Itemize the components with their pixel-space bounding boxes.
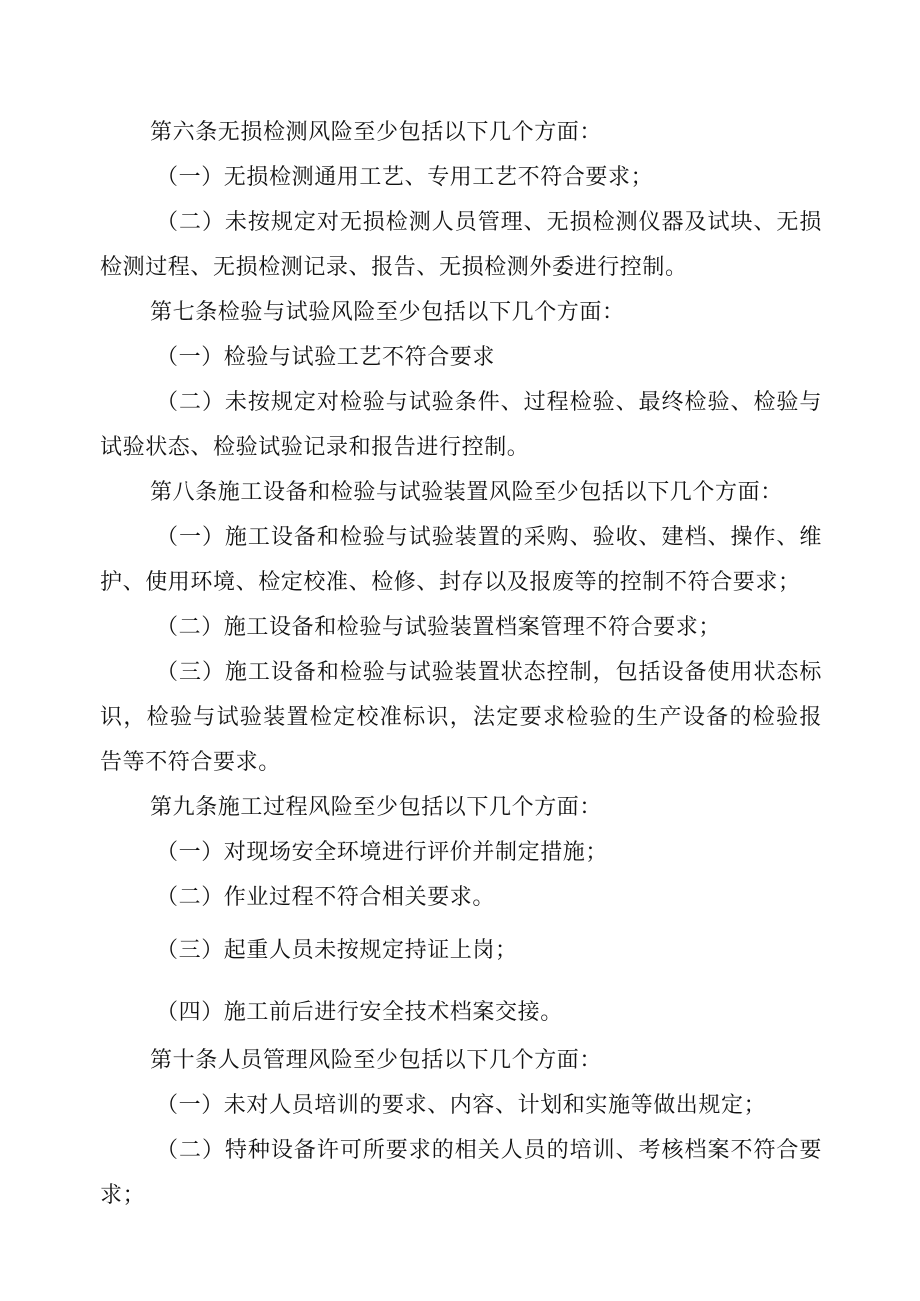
article-7-item-2: （二）未按规定对检验与试验条件、过程检验、最终检验、检验与试验状态、检验试验记录和报告进行控制。 (100, 390, 822, 460)
article-8-item-3: （三）施工设备和检验与试验装置状态控制，包括设备使用状态标识，检验与试验装置检定校准标识，法定要求检验的生产设备的检验报告等不符合要求。 (100, 660, 822, 775)
article-9-heading: 第九条施工过程风险至少包括以下几个方面： (150, 795, 603, 820)
article-9-item-3: （三）起重人员未按规定持证上岗； (156, 938, 518, 963)
article-6-heading: 第六条无损检测风险至少包括以下几个方面： (150, 120, 603, 145)
article-10-item-2: （二）特种设备许可所要求的相关人员的培训、考核档案不符合要求； (100, 1138, 822, 1208)
article-9-item-1: （一）对现场安全环境进行评价并制定措施； (156, 840, 609, 865)
article-10-item-1: （一）未对人员培训的要求、内容、计划和实施等做出规定； (156, 1093, 767, 1118)
article-9-item-2: （二）作业过程不符合相关要求。 (156, 885, 496, 910)
article-10-heading: 第十条人员管理风险至少包括以下几个方面： (150, 1048, 603, 1073)
article-9-item-4: （四）施工前后进行安全技术档案交接。 (156, 1000, 563, 1025)
article-8-heading: 第八条施工设备和检验与试验装置风险至少包括以下几个方面： (150, 480, 783, 505)
article-7-heading: 第七条检验与试验风险至少包括以下几个方面： (150, 300, 625, 325)
article-6-item-2: （二）未按规定对无损检测人员管理、无损检测仪器及试块、无损检测过程、无损检测记录、报告、无损检测外委进行控制。 (100, 210, 822, 280)
article-8-item-2: （二）施工设备和检验与试验装置档案管理不符合要求； (156, 615, 722, 640)
article-7-item-1: （一）检验与试验工艺不符合要求 (156, 345, 496, 370)
article-8-item-1: （一）施工设备和检验与试验装置的采购、验收、建档、操作、维护、使用环境、检定校准、检修、封存以及报废等的控制不符合要求； (100, 525, 822, 595)
article-6-item-1: （一）无损检测通用工艺、专用工艺不符合要求； (156, 165, 654, 190)
